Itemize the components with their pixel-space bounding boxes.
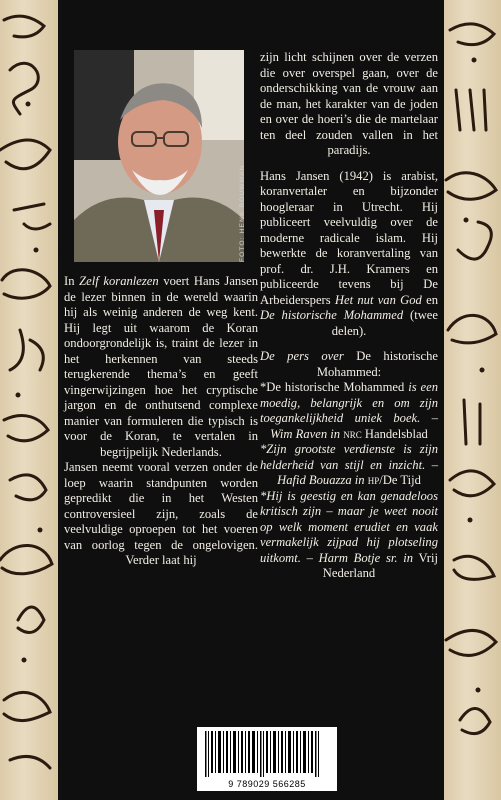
calligraphy-border-right — [444, 0, 501, 800]
photo-credit: FOTO: HENK BOUWMAN — [239, 164, 246, 262]
arabic-calligraphy-icon — [444, 0, 501, 800]
barcode-icon — [197, 727, 337, 777]
blurb-paragraph-2: Jansen neemt vooral verzen onder de loep waarin standpunten worden gepredikt die in het Westen controversieel zijn, zoals de veelvuldige oproepen tot het voeren van oorlog tegen de ongelovigen. Verder laat hij — [64, 460, 258, 567]
blurb-left-column — [64, 274, 258, 569]
calligraphy-border-left — [0, 0, 58, 800]
blurb-right-column — [260, 50, 438, 582]
press-heading: De pers over De historische Mohammed: — [260, 349, 438, 379]
arabic-calligraphy-icon — [0, 0, 58, 800]
press-quote-2: *Zijn grootste verdienste is zijn helderheid van stijl en inzicht. – Hafid Bouazza in hp/De Tijd — [260, 442, 438, 487]
press-quote-3: *Hij is geestig en kan genadeloos kritisch zijn – maar je weet nooit op welk moment erudiet en vaak vermakelijk zijpad hij plotseling uitkomt. – Harm Botje sr. in Vrij Nederland — [260, 488, 438, 580]
blurb-paragraph-1: In Zelf koranlezen voert Hans Jansen de lezer binnen in de wereld waarin hij als weinig anderen de weg kent. Hij legt uit waarom de Koran ondoorgrondelijk is, traint de lezer in het herkennen van steeds terugkerende thema’s en geeft vingerwijzingen hoe het cryptische jargon en de onthutsend complexe manier van formuleren die typisch is voor de Koran, te vertalen in begrijpelijk Nederlands. — [64, 274, 258, 459]
author-photo — [74, 50, 244, 262]
portrait-icon — [74, 50, 244, 262]
isbn-barcode — [197, 727, 337, 791]
back-cover-panel — [58, 0, 444, 800]
isbn-number: 9 789029 566285 — [228, 779, 306, 789]
blurb-paragraph-3: zijn licht schijnen over de verzen die over overspel gaan, over de onderschikking van de vrouw aan de man, het karakter van de joden en over de hoeri’s die de martelaar ten deel zouden vallen in het paradijs. — [260, 50, 438, 157]
press-quote-1: *De historische Mohammed is een moedig, belangrijk en om zijn toegankelijkheid uniek boek. – Wim Raven in nrc Handelsblad — [260, 380, 439, 441]
author-bio: Hans Jansen (1942) is arabist, koranvertaler en bijzonder hoogleraar in Utrecht. Hij publiceert veelvuldig over de moderne radicale islam. Hij bewerkte de koranvertaling van prof. dr. J.H. Kramers en publiceerde tevens bij De Arbeiderspers Het nut van God en De historische Mohammed (twee delen). — [260, 168, 438, 338]
